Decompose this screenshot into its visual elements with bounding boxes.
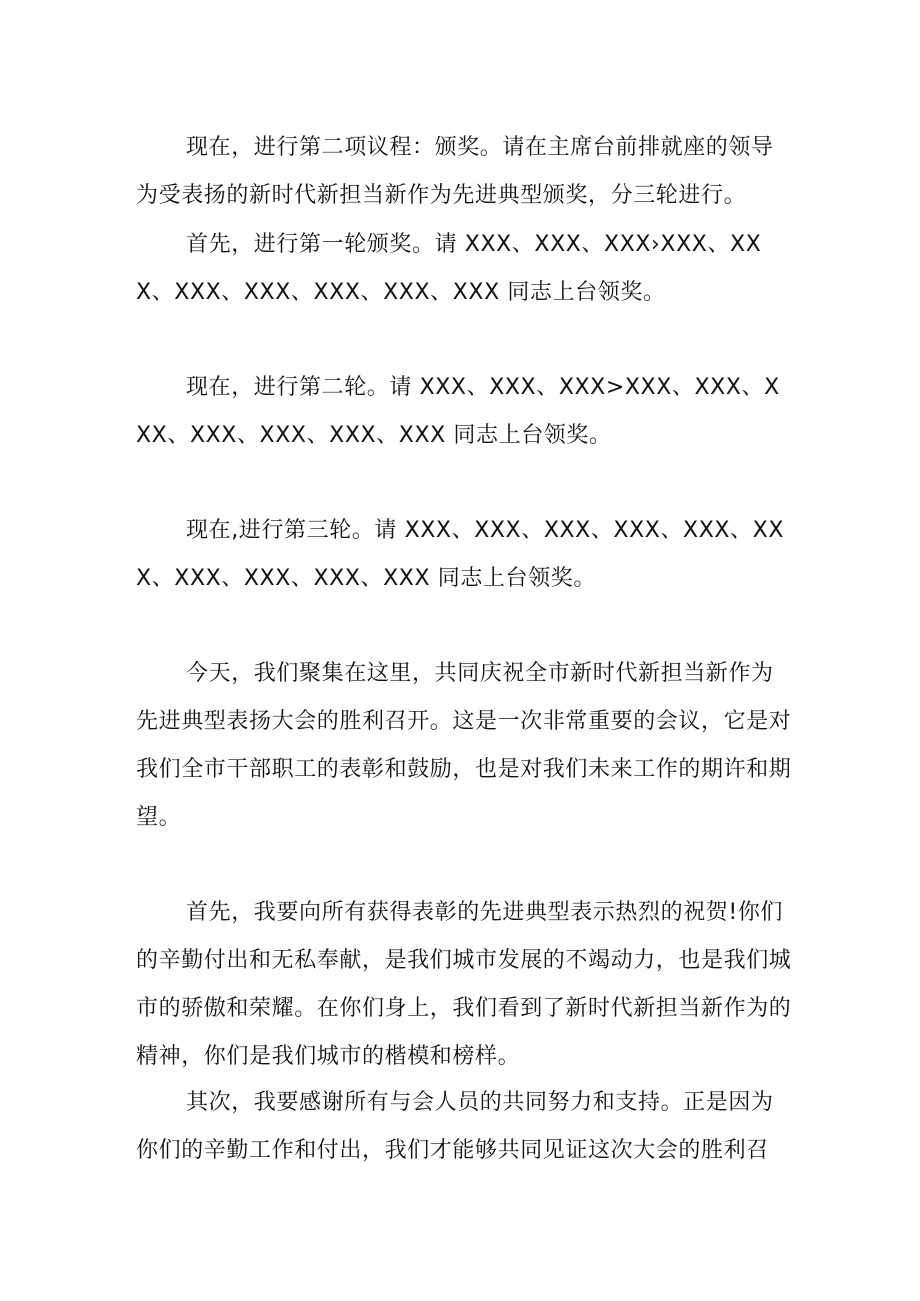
paragraph-first-round: 首先，进行第一轮颁奖。请 XXX、XXX、XXX›XXX、XXX、XXX、XXX、XXX、XXX、XXX 同志上台领奖。 (136, 232, 762, 305)
paragraph-award-agenda: 现在，进行第二项议程：颁奖。请在主席台前排就座的领导为受表扬的新时代新担当新作为先进典型颁奖，分三轮进行。 (136, 135, 774, 208)
paragraph-third-round: 现在,进行第三轮。请 XXX、XXX、XXX、XXX、XXX、XXX、XXX、XXX、XXX、XXX 同志上台领奖。 (136, 518, 784, 591)
paragraph-thanks: 其次，我要感谢所有与会人员的共同努力和支持。正是因为你们的辛勤工作和付出，我们才能够共同见证这次大会的胜利召 (136, 1090, 774, 1163)
paragraph-opening-remarks: 今天，我们聚集在这里，共同庆祝全市新时代新担当新作为先进典型表扬大会的胜利召开。这是一次非常重要的会议，它是对我们全市干部职工的表彰和鼓励，也是对我们未来工作的期许和期望。 (136, 661, 792, 830)
paragraph-congratulations: 首先，我要向所有获得表彰的先进典型表示热烈的祝贺!你们的辛勤付出和无私奉献，是我们城市发展的不竭动力，也是我们城市的骄傲和荣耀。在你们身上，我们看到了新时代新担当新作为的精神，你们是我们城市的楷模和榜样。 (136, 900, 792, 1069)
paragraph-second-round: 现在，进行第二轮。请 XXX、XXX、XXX>XXX、XXX、XXX、XXX、XXX、XXX、XXX 同志上台领奖。 (136, 375, 780, 448)
